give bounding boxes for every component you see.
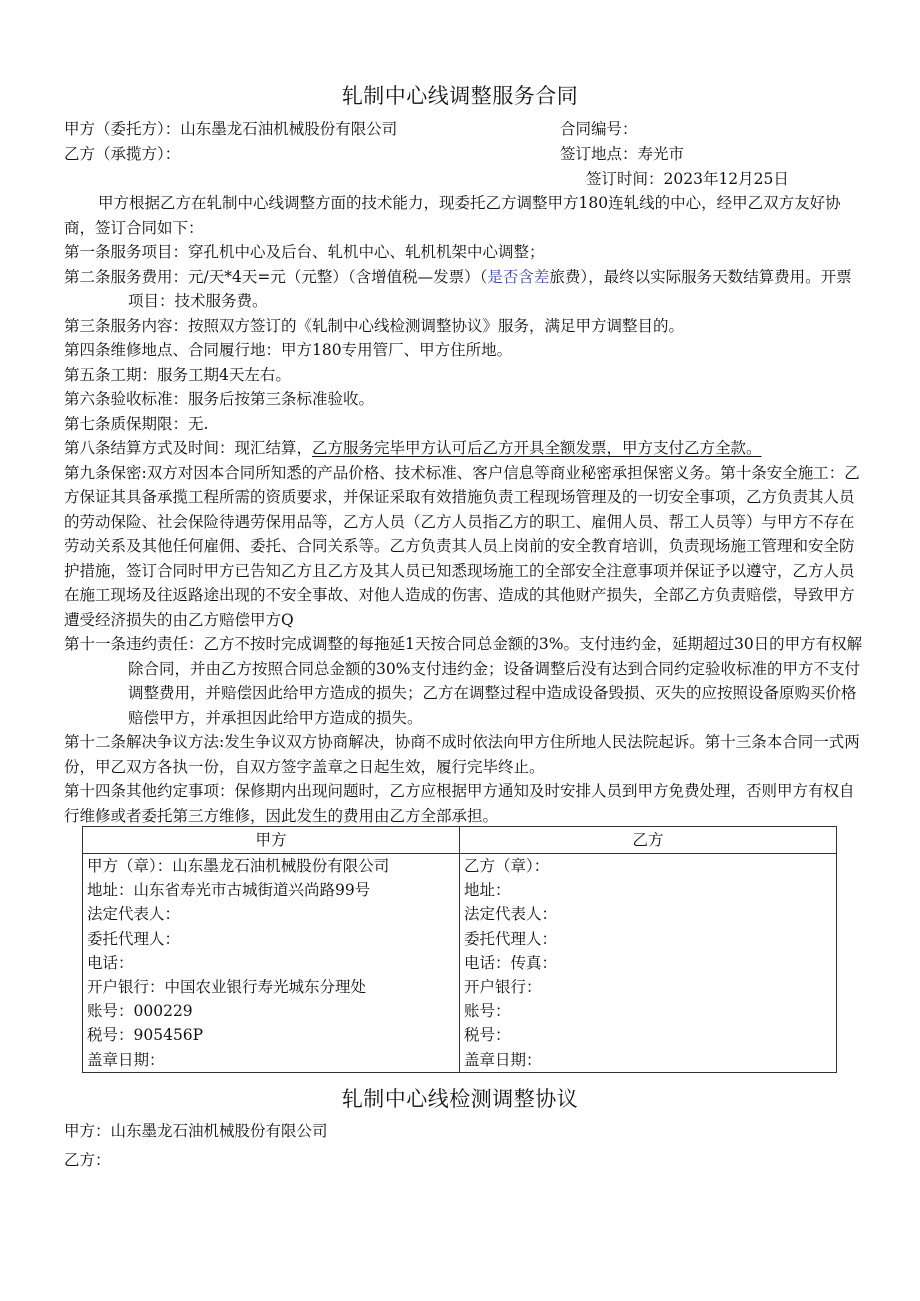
party-a-bank: 开户银行：中国农业银行寿光城东分理处 <box>83 975 460 999</box>
article-9-10: 第九条保密:双方对因本合同所知悉的产品价格、技术标准、客户信息等商业秘密承担保密义务。第十条安全施工：乙方保证其具备承揽工程所需的资质要求，并保证采取有效措施负责工程现场管理及的一切安全事项，乙方负责其人员的劳动保险、社会保险待遇劳保用品等，乙方人员（乙方人员指乙方的职工、雇佣人员、帮工人员等）与甲方不存在劳动关系及其他任何雇佣、委托、合同关系等。乙方负责其人员上岗前的安全教育培训，负责现场施工管理和安全防护措施，签订合同时甲方已告知乙方且乙方及其人员已知悉现场施工的全部安全注意事项并保证予以遵守，乙方人员在施工现场及往返路途出现的不安全事故、对他人造成的伤害、造成的其他财产损失，全部乙方负责赔偿，导致甲方遭受经济损失的由乙方赔偿甲方Q <box>64 463 860 629</box>
party-b-seal-date: 盖章日期： <box>460 1048 837 1073</box>
contract-number-label: 合同编号： <box>560 120 638 138</box>
agreement-party-b: 乙方： <box>64 1151 111 1169</box>
party-a-legal-rep: 法定代表人： <box>83 902 460 926</box>
article-11: 第十一条违约责任：乙方不按时完成调整的每拖延1天按合同总金额的3%。支付违约金，延期超过30日的甲方有权解除合同，并由乙方按照合同总金额的30%支付违约金；设备调整后没有达到合同约定验收标准的甲方不支付调整费用，并赔偿因此给甲方造成的损失；乙方在调整过程中造成设备毁损、灭失的应按照设备原购买价格赔偿甲方，并承担因此给甲方造成的损失。 <box>64 635 863 727</box>
party-a-seal-date: 盖章日期： <box>83 1048 460 1073</box>
table-row <box>83 927 837 951</box>
party-a-line: 甲方（委托方）：山东墨龙石油机械股份有限公司 <box>64 120 398 138</box>
party-b-legal-rep: 法定代表人： <box>460 902 837 926</box>
article-8-underlined: 乙方服务完毕甲方认可后乙方开具全额发票，甲方支付乙方全款。 <box>312 439 762 457</box>
table-row <box>83 902 837 926</box>
article-2 <box>64 265 864 314</box>
party-b-bank: 开户银行： <box>460 975 837 999</box>
party-b-phone-fax: 电话：传真： <box>460 951 837 975</box>
signature-header-row <box>83 827 837 854</box>
article-12-13: 第十二条解决争议方法:发生争议双方协商解决，协商不成时依法向甲方住所地人民法院起诉。第十三条本合同一式两份，甲乙双方各执一份，自双方签字盖章之日起生效，履行完毕终止。 <box>64 733 860 776</box>
table-row <box>83 951 837 975</box>
article-8-text: 第八条结算方式及时间：现汇结算， <box>64 439 313 457</box>
agreement-party-a: 甲方：山东墨龙石油机械股份有限公司 <box>64 1122 328 1140</box>
table-row <box>83 999 837 1023</box>
article-3: 第三条服务内容：按照双方签订的《轧制中心线检测调整协议》服务，满足甲方调整目的。 <box>64 316 685 335</box>
table-row <box>83 878 837 902</box>
agreement-title: 轧制中心线检测调整协议 <box>341 1087 579 1111</box>
party-b-header: 乙方 <box>460 827 837 854</box>
article-7: 第七条质保期限：无. <box>64 414 209 433</box>
party-a-seal: 甲方（章）：山东墨龙石油机械股份有限公司 <box>83 854 460 879</box>
table-row <box>83 854 837 879</box>
party-b-seal: 乙方（章）： <box>460 854 837 879</box>
sign-time-line: 签订时间：2023年12月25日 <box>586 170 789 188</box>
article-8 <box>64 436 864 461</box>
party-b-agent: 委托代理人： <box>460 927 837 951</box>
article-2-travel-note: 是否含差 <box>487 267 550 286</box>
party-b-tax-no: 税号： <box>460 1023 837 1047</box>
table-row <box>83 975 837 999</box>
article-5: 第五条工期：服务工期4天左右。 <box>64 365 291 384</box>
party-a-phone: 电话： <box>83 951 460 975</box>
table-row <box>83 1048 837 1073</box>
article-4: 第四条维修地点、合同履行地：甲方180专用管厂、甲方住所地。 <box>64 341 513 359</box>
article-6: 第六条验收标准：服务后按第三条标准验收。 <box>64 390 375 408</box>
intro-paragraph: 甲方根据乙方在轧制中心线调整方面的技术能力，现委托乙方调整甲方180连轧线的中心，经甲乙双方友好协商，签订合同如下： <box>64 194 841 237</box>
party-a-header: 甲方 <box>83 827 460 854</box>
party-b-line: 乙方（承揽方）： <box>64 145 181 163</box>
party-a-tax-no: 税号：905456P <box>83 1023 460 1047</box>
party-b-address: 地址： <box>460 878 837 902</box>
sign-place-line: 签订地点：寿光市 <box>560 145 685 163</box>
party-a-address: 地址：山东省寿光市古城街道兴尚路99号 <box>83 878 460 902</box>
party-b-account: 账号： <box>460 999 837 1023</box>
article-1: 第一条服务项目：穿孔机中心及后台、轧机中心、轧机机架中心调整； <box>64 243 545 261</box>
contract-body <box>64 191 864 828</box>
table-row <box>83 1023 837 1047</box>
party-a-agent: 委托代理人： <box>83 927 460 951</box>
article-14: 第十四条其他约定事项：保修期内出现问题时，乙方应根据甲方通知及时安排人员到甲方免费处理，否则甲方有权自行维修或者委托第三方维修，因此发生的费用由乙方全部承担。 <box>64 782 855 825</box>
article-2-text-a: 第二条服务费用：元/天*4天=元（元整）（含增值税—发票）（ <box>64 267 488 286</box>
party-a-account: 账号：000229 <box>83 999 460 1023</box>
contract-title: 轧制中心线调整服务合同 <box>341 84 579 108</box>
article-2-text-b: 旅费），最终以实际服务天数结算费用。开票项目：技术服务费。 <box>128 267 852 310</box>
signature-table <box>82 826 837 1073</box>
